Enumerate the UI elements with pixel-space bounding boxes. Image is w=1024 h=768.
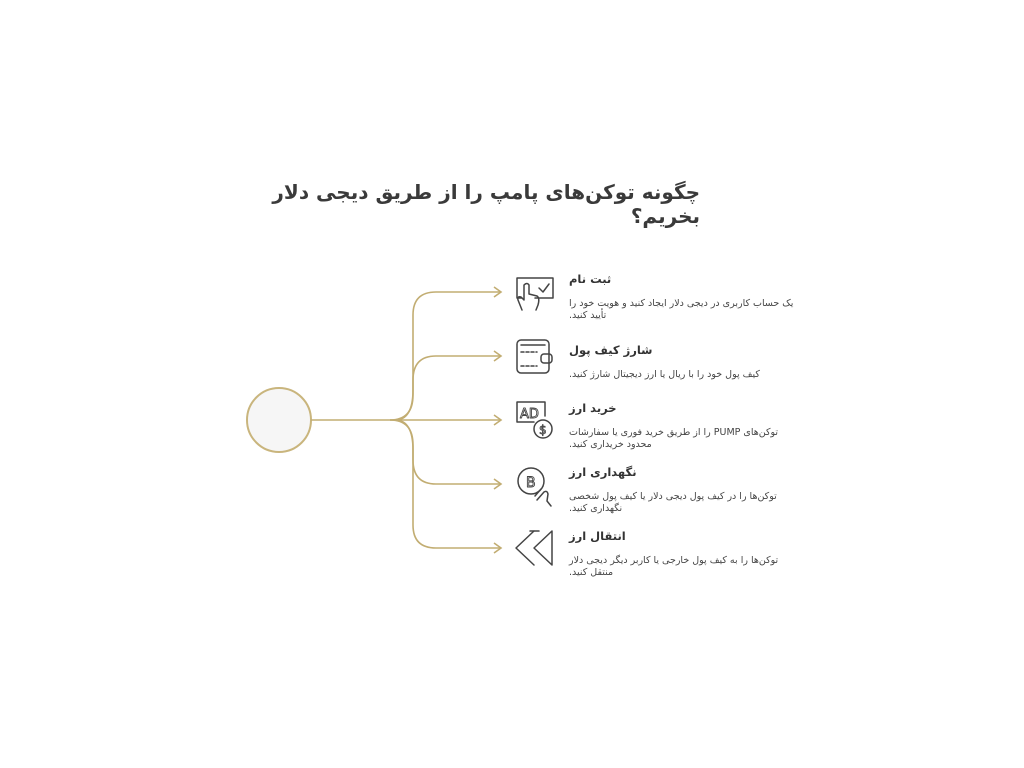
branch-4 [395,420,500,484]
step-heading: ثبت نام [569,272,612,286]
step-transfer [569,529,794,579]
step-description: کیف پول خود را با ریال یا ارز دیجیتال شارژ کنید. [569,369,760,380]
branch-2 [395,356,500,420]
bitcoin-hand-icon [518,468,551,506]
step-description: توکن‌های PUMP را از طریق خرید فوری یا سفارشات محدود خریداری کنید. [569,427,779,450]
touch-screen-check-icon [517,278,553,310]
step-charge-wallet [569,343,794,381]
page-title: چگونه توکن‌های پامپ را از طریق دیجی دلار بخریم؟ [272,180,700,228]
step-description: یک حساب کاربری در دیجی دلار ایجاد کنید و هویت خود را تأیید کنید. [569,298,794,321]
step-heading: شارژ کیف پول [569,343,653,357]
step-description: توکن‌ها را در کیف پول دیجی دلار یا کیف پول شخصی نگهداری کنید. [569,491,777,514]
center-node [247,388,311,452]
step-description: توکن‌ها را به کیف پول خارجی یا کاربر دیگر دیجی دلار منتقل کنید. [569,555,779,578]
step-hold [569,465,794,515]
double-arrow-left-icon [516,531,552,565]
svg-text:AD: AD [520,407,539,422]
svg-text:B: B [526,475,536,491]
step-heading: نگهداری ارز [569,465,637,479]
step-heading: خرید ارز [569,401,617,415]
wallet-icon [517,340,552,373]
ad-dollar-icon [517,402,552,438]
step-buy [569,401,794,451]
svg-text:$: $ [539,423,547,437]
step-register [569,272,794,322]
step-heading: انتقال ارز [569,529,626,543]
